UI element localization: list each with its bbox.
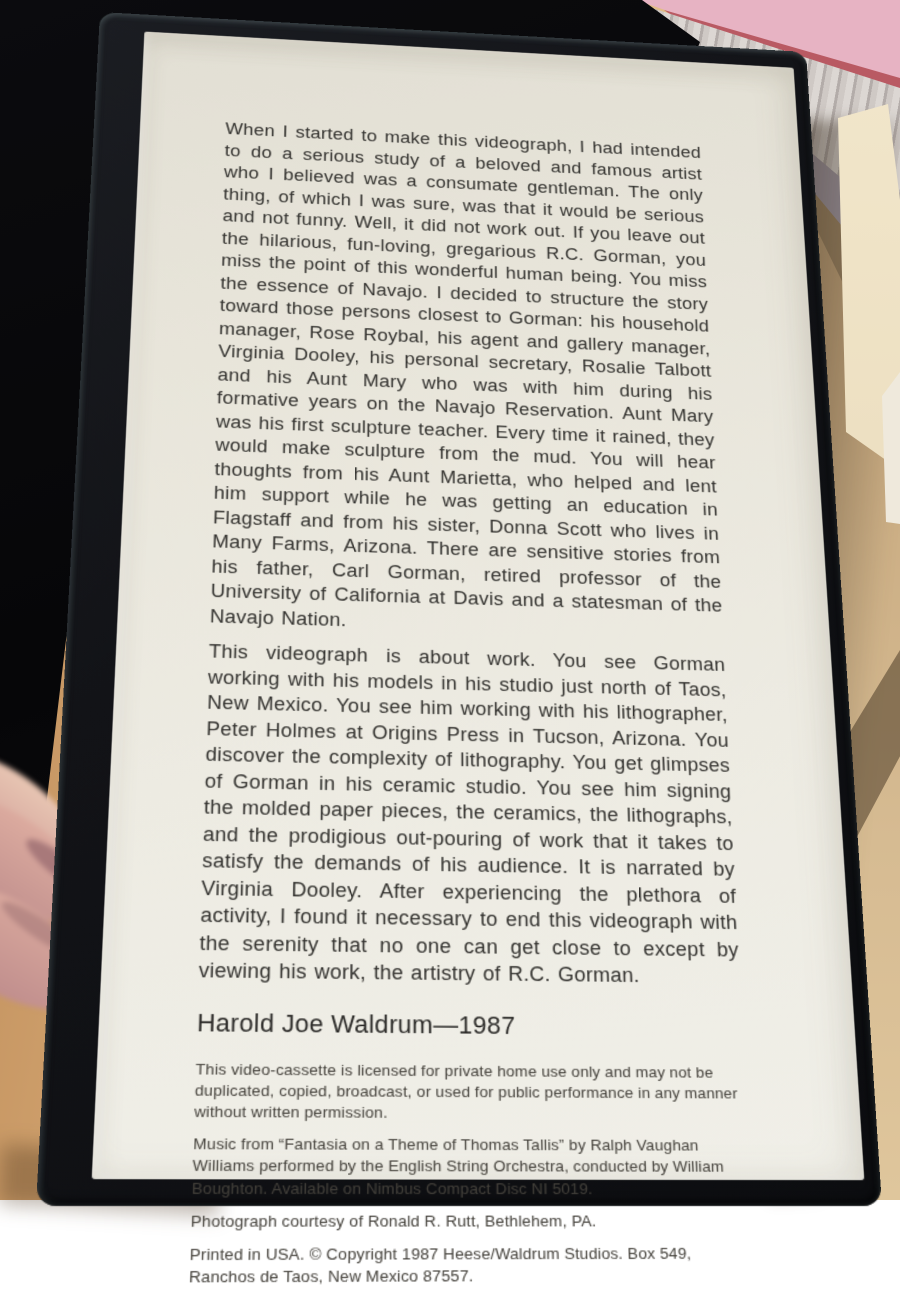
legal-notice-1: This video-cassette is licensed for private home use only and may not be duplicated, copied, broadcast, or used for public performance in any manner without written permission. (193, 1059, 738, 1122)
label-paper (92, 32, 865, 1287)
signature-line: Harold Joe Waldrum—1987 (196, 1008, 516, 1040)
cassette-case (36, 12, 882, 1287)
label-content (92, 32, 865, 1287)
label-paragraph-2: This videograph is about work. You see Gorman working with his models in his studio just north of Taos, New Mexico. You see him working with his lithographer, Peter Holmes at Origins Press in Tucson, Arizona. You discover the complexity of lithography. You get glimpses of Gorman in his ceramic studio. You see him signing the molded paper pieces, the ceramics, the lithographs, and the prodigious out-pouring of work that it takes to satisfy the demands of his audience. It is narrated by Virginia Dooley. After experiencing the plethora of activity, I found it necessary to end this videograph with the serenity that no one can get close to except by viewing his work, the artistry of R.C. Gorman. (198, 640, 740, 987)
legal-notice-4: Printed in USA. © Copyright 1987 Heese/Waldrum Studios. Box 549, Ranchos de Taos, New Mexico 87557. (188, 1244, 692, 1287)
legal-notice-2: Music from “Fantasia on a Theme of Thomas Tallis” by Ralph Vaughan Williams performed by the English String Orchestra, conducted by William Boughton. Available on Nimbus Compact Disc NI 5019. (191, 1134, 725, 1198)
legal-notice-3: Photograph courtesy of Ronald R. Rutt, Bethlehem, PA. (190, 1211, 597, 1231)
label-paragraph-1: When I started to make this videograph, I had intended to do a serious study of a beloved and famous artist who I believed was a consumate gentleman. The only thing, of which I was sure, was that it would be serious and not funny. Well, it did not work out. If you leave out the hilarious, fun-loving, gregarious R.C. Gorman, you miss the point of this wonderful human being. You miss the essence of Navajo. I decided to structure the story toward those persons closest to Gorman: his household manager, Rose Roybal, his agent and gallery manager, Virginia Dooley, his personal secretary, Rosalie Talbott and his Aunt Mary who was with him during his formative years on the Navajo Reservation. Aunt Mary was his first sculpture teacher. Every time it rained, they would make sculpture from the mud. You will hear thoughts from his Aunt Marietta, who helped and lent him support while he was getting an education in Flagstaff and from his sister, Donna Scott who lives in Many Farms, Arizona. There are sensitive stories from his father, Carl Gorman, retired professor of the University of California at Davis and a statesman of the Navajo Nation. (209, 119, 723, 630)
